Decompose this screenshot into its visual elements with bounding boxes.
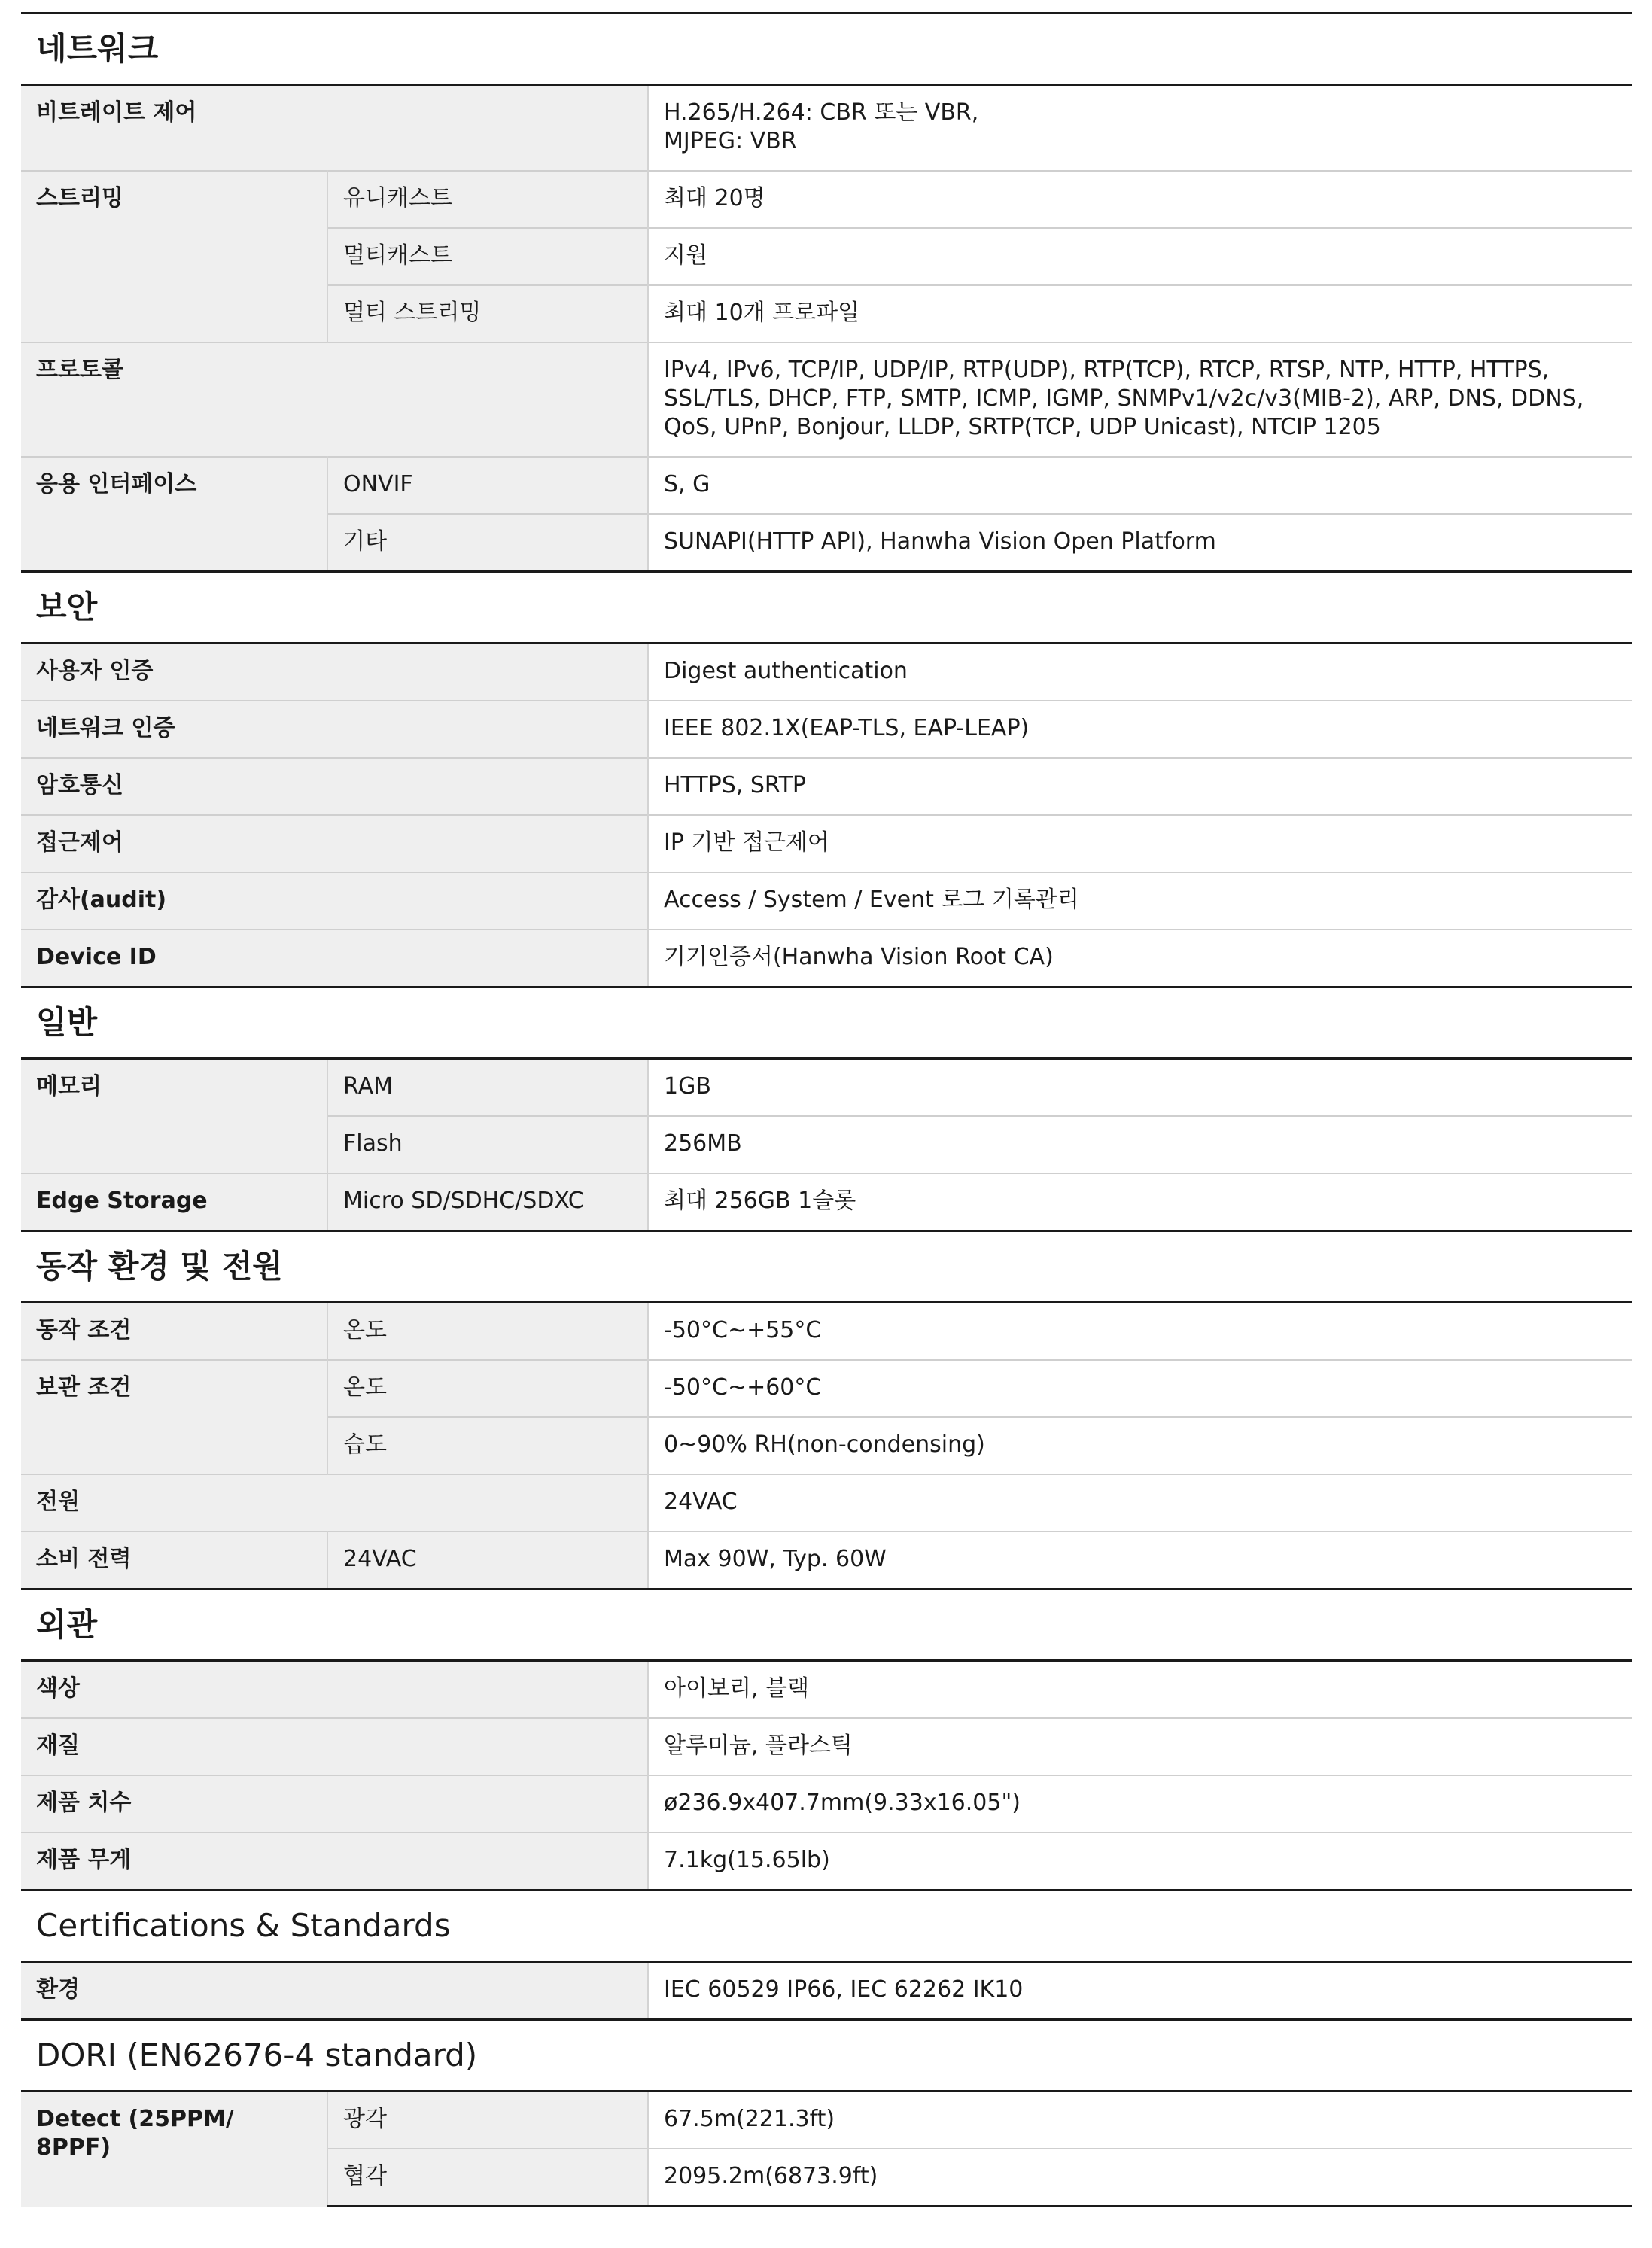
- section-title: 네트워크: [21, 14, 1632, 85]
- spec-label: 색상: [21, 1661, 648, 1719]
- spec-sublabel: 24VAC: [327, 1532, 648, 1589]
- spec-table: [21, 12, 1632, 2207]
- spec-label: 프로토콜: [21, 342, 648, 457]
- spec-value: 아이보리, 블랙: [648, 1661, 1632, 1719]
- spec-sublabel: 습도: [327, 1417, 648, 1474]
- spec-value: Max 90W, Typ. 60W: [648, 1532, 1632, 1589]
- spec-sublabel: 온도: [327, 1360, 648, 1417]
- spec-row: [21, 758, 1632, 815]
- spec-sublabel: Flash: [327, 1116, 648, 1173]
- spec-row: [21, 1303, 1632, 1361]
- spec-row: [21, 1661, 1632, 1719]
- spec-row: [21, 1833, 1632, 1891]
- spec-value: S, G: [648, 457, 1632, 514]
- spec-value: H.265/H.264: CBR 또는 VBR, MJPEG: VBR: [648, 85, 1632, 172]
- section-header-general: [21, 987, 1632, 1059]
- spec-value: 7.1kg(15.65lb): [648, 1833, 1632, 1891]
- spec-value: 최대 256GB 1슬롯: [648, 1173, 1632, 1231]
- spec-sublabel: 기타: [327, 514, 648, 572]
- spec-value: IEEE 802.1X(EAP-TLS, EAP-LEAP): [648, 701, 1632, 758]
- section-title: 동작 환경 및 전원: [21, 1231, 1632, 1303]
- spec-label: 암호통신: [21, 758, 648, 815]
- spec-row: [21, 643, 1632, 701]
- spec-value: 기기인증서(Hanwha Vision Root CA): [648, 929, 1632, 987]
- spec-value: 24VAC: [648, 1474, 1632, 1532]
- section-title: 보안: [21, 572, 1632, 643]
- spec-label: 보관 조건: [21, 1360, 327, 1474]
- spec-row: [21, 85, 1632, 172]
- spec-sublabel: 온도: [327, 1303, 648, 1361]
- spec-sublabel: 멀티캐스트: [327, 228, 648, 285]
- spec-value: 67.5m(221.3ft): [648, 2091, 1632, 2149]
- section-title: 외관: [21, 1589, 1632, 1661]
- spec-value: 알루미늄, 플라스틱: [648, 1718, 1632, 1775]
- spec-value: 1GB: [648, 1059, 1632, 1117]
- spec-row: [21, 815, 1632, 872]
- spec-value: 256MB: [648, 1116, 1632, 1173]
- spec-sublabel: 협각: [327, 2149, 648, 2207]
- spec-label: 응용 인터페이스: [21, 457, 327, 572]
- spec-label: 제품 치수: [21, 1775, 648, 1833]
- spec-row: [21, 342, 1632, 457]
- spec-value: Access / System / Event 로그 기록관리: [648, 872, 1632, 929]
- section-header-environment-power: [21, 1231, 1632, 1303]
- spec-label: 전원: [21, 1474, 648, 1532]
- spec-row: [21, 1718, 1632, 1775]
- spec-value: 2095.2m(6873.9ft): [648, 2149, 1632, 2207]
- spec-value: Digest authentication: [648, 643, 1632, 701]
- spec-value: SUNAPI(HTTP API), Hanwha Vision Open Platform: [648, 514, 1632, 572]
- spec-label: 감사(audit): [21, 872, 648, 929]
- spec-row: [21, 1474, 1632, 1532]
- spec-row: [21, 457, 1632, 514]
- spec-row: [21, 872, 1632, 929]
- spec-sublabel: 광각: [327, 2091, 648, 2149]
- section-title: DORI (EN62676-4 standard): [21, 2020, 1632, 2091]
- spec-label: 제품 무게: [21, 1833, 648, 1891]
- spec-sublabel: 멀티 스트리밍: [327, 285, 648, 342]
- spec-label: 스트리밍: [21, 171, 327, 342]
- spec-value: 0~90% RH(non-condensing): [648, 1417, 1632, 1474]
- spec-label: 접근제어: [21, 815, 648, 872]
- spec-row: [21, 1360, 1632, 1417]
- spec-label: 소비 전력: [21, 1532, 327, 1589]
- spec-row: [21, 1775, 1632, 1833]
- spec-value: IP 기반 접근제어: [648, 815, 1632, 872]
- spec-label: Detect (25PPM/ 8PPF): [21, 2091, 327, 2207]
- spec-row: [21, 1532, 1632, 1589]
- spec-sublabel: Micro SD/SDHC/SDXC: [327, 1173, 648, 1231]
- spec-row: [21, 2091, 1632, 2149]
- spec-value: IPv4, IPv6, TCP/IP, UDP/IP, RTP(UDP), RTP(TCP), RTCP, RTSP, NTP, HTTP, HTTPS, SSL/TLS, DHCP, FTP, SMTP, ICMP, IGMP, SNMPv1/v2c/v3(MIB-2), ARP, DNS, DDNS, QoS, UPnP, Bonjour, LLDP, SRTP(TCP, UDP Unicast), NTCIP 1205: [648, 342, 1632, 457]
- spec-value: -50°C~+55°C: [648, 1303, 1632, 1361]
- spec-value: HTTPS, SRTP: [648, 758, 1632, 815]
- spec-row: [21, 701, 1632, 758]
- section-title: 일반: [21, 987, 1632, 1059]
- section-header-network: [21, 14, 1632, 85]
- section-header-security: [21, 572, 1632, 643]
- spec-label: 환경: [21, 1962, 648, 2020]
- section-title: Certifications & Standards: [21, 1891, 1632, 1962]
- section-header-appearance: [21, 1589, 1632, 1661]
- section-header-certifications: [21, 1891, 1632, 1962]
- spec-row: [21, 1173, 1632, 1231]
- spec-row: [21, 1962, 1632, 2020]
- spec-sublabel: ONVIF: [327, 457, 648, 514]
- section-header-dori: [21, 2020, 1632, 2091]
- spec-value: IEC 60529 IP66, IEC 62262 IK10: [648, 1962, 1632, 2020]
- spec-value: 최대 10개 프로파일: [648, 285, 1632, 342]
- spec-label: Edge Storage: [21, 1173, 327, 1231]
- spec-sheet: [21, 12, 1632, 2207]
- spec-row: [21, 171, 1632, 228]
- spec-label: 네트워크 인증: [21, 701, 648, 758]
- spec-value: 최대 20명: [648, 171, 1632, 228]
- spec-label: Device ID: [21, 929, 648, 987]
- spec-value: 지원: [648, 228, 1632, 285]
- spec-sublabel: 유니캐스트: [327, 171, 648, 228]
- spec-label: 재질: [21, 1718, 648, 1775]
- spec-sublabel: RAM: [327, 1059, 648, 1117]
- spec-label: 메모리: [21, 1059, 327, 1174]
- spec-value: -50°C~+60°C: [648, 1360, 1632, 1417]
- spec-label: 비트레이트 제어: [21, 85, 648, 172]
- spec-value: ø236.9x407.7mm(9.33x16.05"): [648, 1775, 1632, 1833]
- spec-label: 동작 조건: [21, 1303, 327, 1361]
- spec-row: [21, 929, 1632, 987]
- spec-label: 사용자 인증: [21, 643, 648, 701]
- spec-row: [21, 1059, 1632, 1117]
